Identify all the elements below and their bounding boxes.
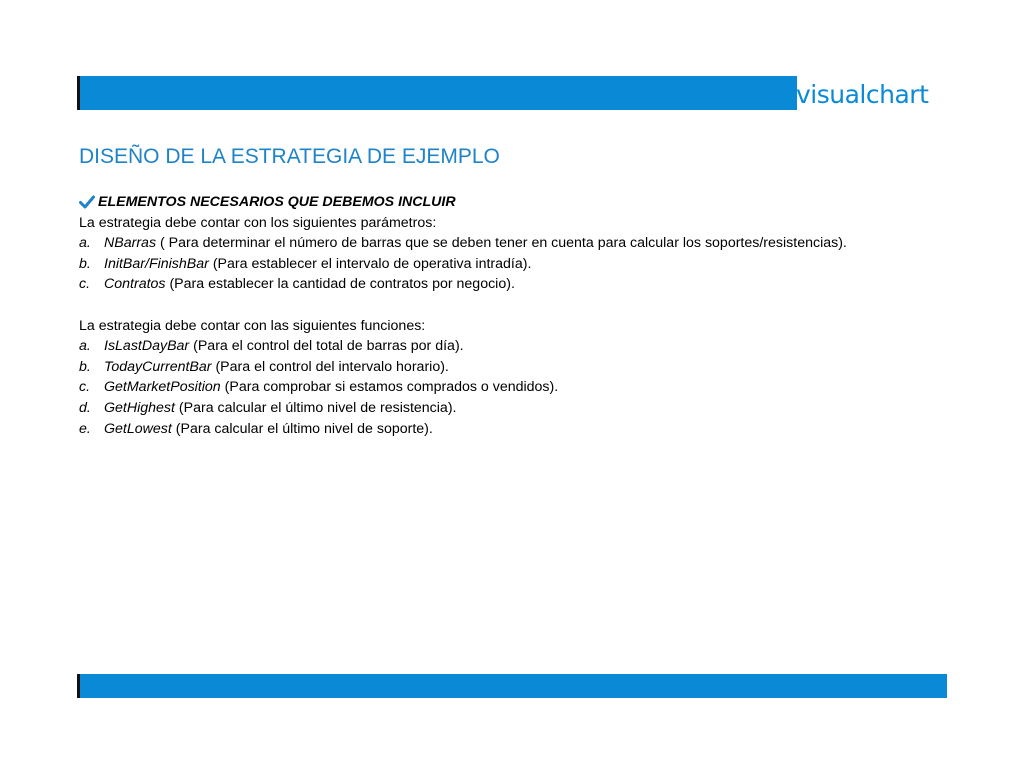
list-item [79, 336, 949, 357]
functions-intro: La estrategia debe contar con las siguientes funciones: [79, 317, 426, 334]
functions-list [79, 336, 949, 439]
list-item-text [104, 398, 456, 419]
params-list [79, 233, 949, 295]
item-description: (Para establecer la cantidad de contratos por negocio). [165, 276, 515, 293]
list-marker: b. [79, 255, 91, 272]
footer-bar [77, 674, 947, 698]
spacer [79, 295, 949, 316]
item-name: IsLastDayBar [104, 338, 190, 355]
checkmark-icon [79, 195, 95, 209]
list-marker: d. [79, 399, 91, 416]
item-name: GetLowest [104, 420, 172, 437]
list-item [79, 233, 949, 254]
item-name: Contratos [104, 276, 166, 293]
item-name: InitBar/FinishBar [104, 255, 209, 272]
slide-title: DISEÑO DE LA ESTRATEGIA DE EJEMPLO [79, 145, 500, 168]
list-item-text [104, 419, 433, 440]
section-heading-text: ELEMENTOS NECESARIOS QUE DEBEMOS INCLUIR [98, 194, 456, 210]
item-description: (Para el control del intervalo horario). [211, 358, 449, 375]
item-name: TodayCurrentBar [104, 358, 212, 375]
list-marker: a. [79, 235, 91, 252]
section-heading [79, 192, 949, 213]
item-name: GetMarketPosition [104, 379, 221, 396]
item-description: (Para calcular el último nivel de resistencia). [174, 399, 457, 416]
list-marker: c. [79, 276, 91, 293]
list-item-text [104, 336, 464, 357]
list-item [79, 254, 949, 275]
logo-text: visualchart [796, 79, 929, 109]
item-name: GetHighest [104, 399, 175, 416]
list-item-text [104, 357, 449, 378]
list-marker: c. [79, 379, 91, 396]
visualchart-logo [742, 78, 928, 110]
list-item [79, 274, 949, 295]
item-description: (Para calcular el último nivel de soporte). [171, 420, 433, 437]
list-item-text [104, 274, 515, 295]
visualchart-logo-icon [742, 80, 788, 108]
list-item-text [104, 254, 531, 275]
params-intro: La estrategia debe contar con los siguientes parámetros: [79, 214, 437, 231]
list-item [79, 398, 949, 419]
list-item-text [104, 377, 558, 398]
list-marker: e. [79, 420, 91, 437]
item-description: (Para el control del total de barras por día). [189, 338, 464, 355]
list-marker: b. [79, 358, 91, 375]
item-description: ( Para determinar el número de barras que se deben tener en cuenta para calcular los soportes/resistencias). [156, 235, 847, 252]
list-item-text [104, 233, 847, 254]
slide-content [79, 192, 949, 439]
item-description: (Para establecer el intervalo de operativa intradía). [208, 255, 532, 272]
list-marker: a. [79, 338, 91, 355]
item-name: NBarras [104, 235, 157, 252]
list-item [79, 357, 949, 378]
list-item [79, 419, 949, 440]
item-description: (Para comprobar si estamos comprados o vendidos). [220, 379, 559, 396]
header-bar [77, 76, 797, 110]
list-item [79, 377, 949, 398]
